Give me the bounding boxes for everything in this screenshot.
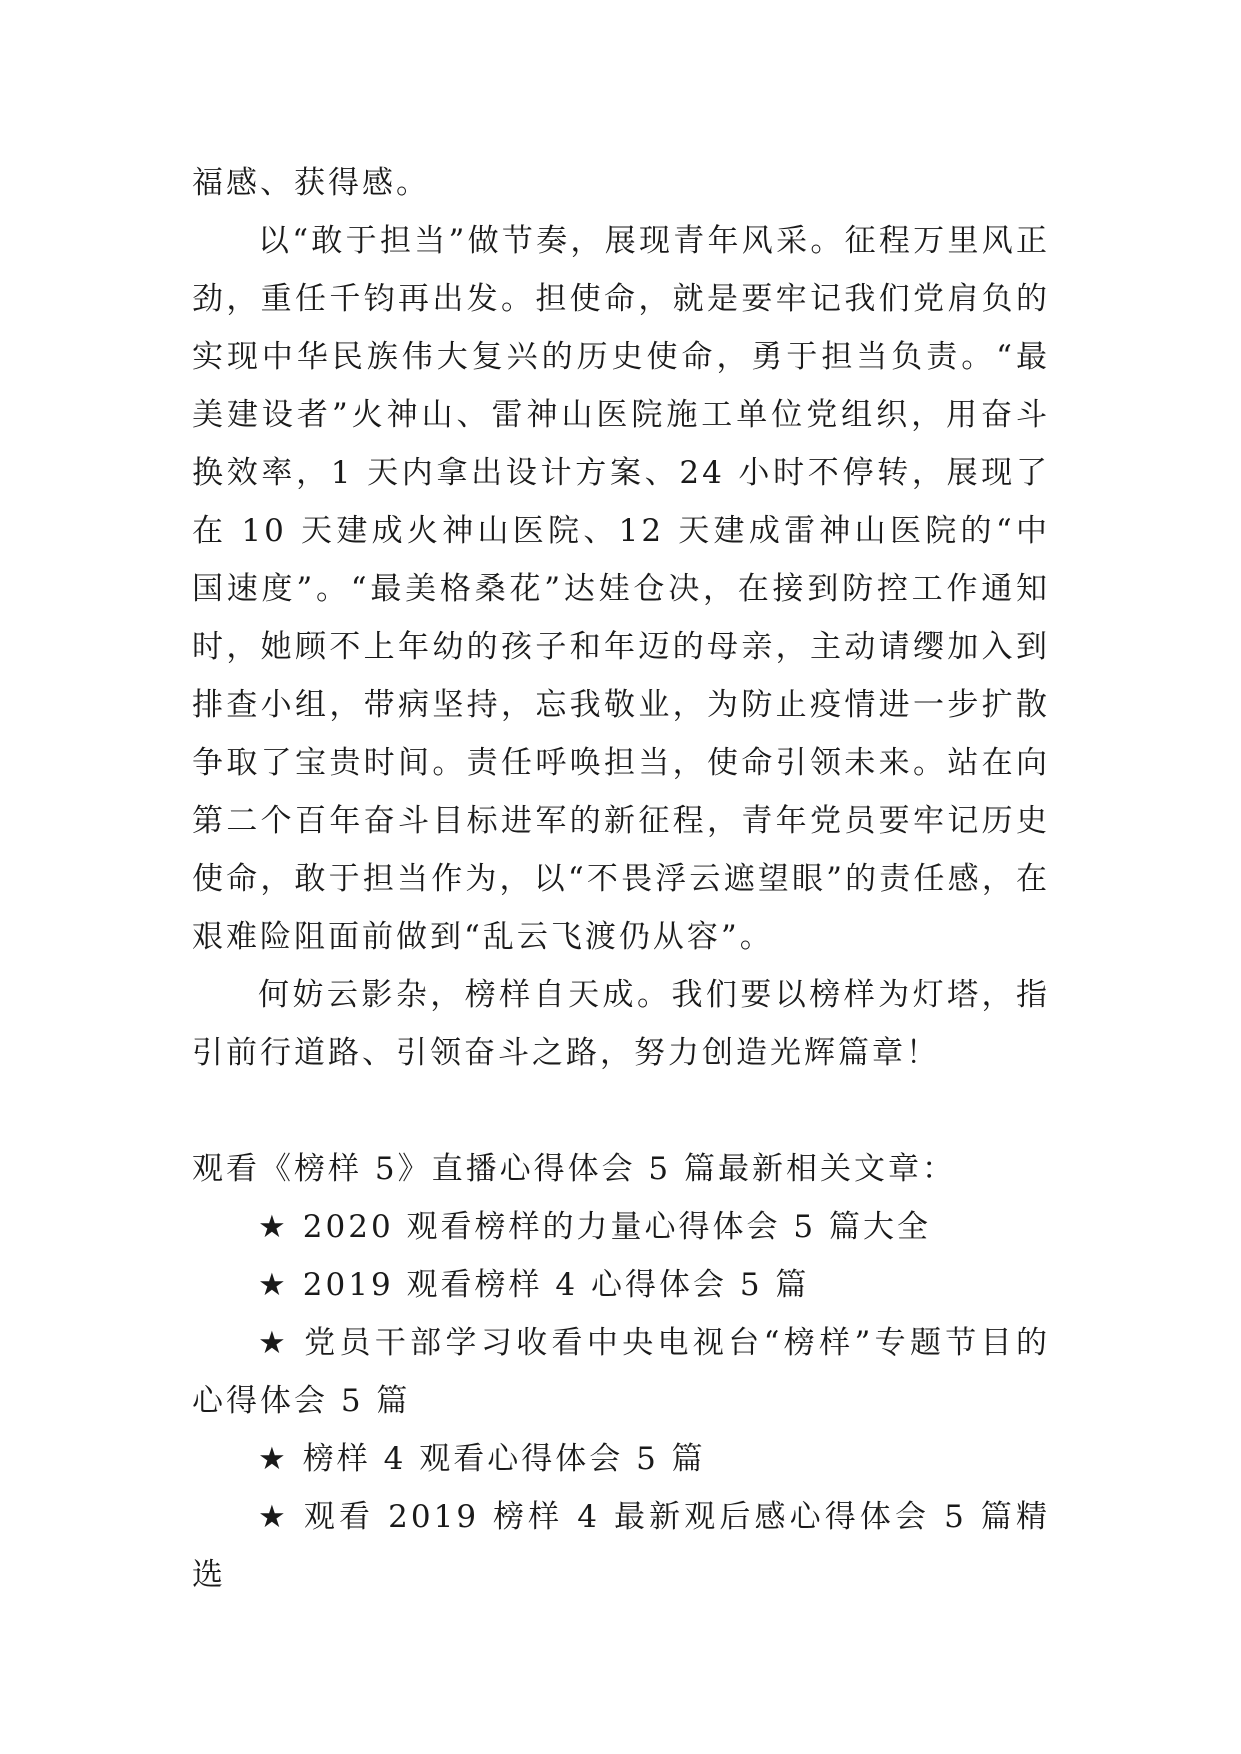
star-icon: ★	[258, 1209, 289, 1245]
related-article-title: 2020 观看榜样的力量心得体会 5 篇大全	[302, 1209, 931, 1245]
star-icon: ★	[258, 1267, 289, 1303]
related-article-title: 观看 2019 榜样 4 最新观后感心得体会 5 篇精选	[192, 1499, 1050, 1593]
related-article-title: 2019 观看榜样 4 心得体会 5 篇	[302, 1267, 810, 1303]
related-article-link[interactable]	[192, 1198, 1050, 1256]
related-articles-heading: 观看《榜样 5》直播心得体会 5 篇最新相关文章：	[192, 1151, 957, 1187]
related-article-title: 党员干部学习收看中央电视台“榜样”专题节目的心得体会 5 篇	[192, 1325, 1050, 1419]
document-body	[192, 154, 1050, 1604]
star-icon: ★	[258, 1499, 290, 1535]
star-icon: ★	[258, 1441, 289, 1477]
related-article-link[interactable]	[192, 1314, 1050, 1430]
star-icon: ★	[258, 1325, 291, 1361]
paragraph-continuation: 福感、获得感。	[192, 165, 430, 201]
related-articles-section	[192, 1140, 1050, 1604]
related-article-title: 榜样 4 观看心得体会 5 篇	[302, 1441, 706, 1477]
related-article-link[interactable]	[192, 1430, 1050, 1488]
related-article-link[interactable]	[192, 1256, 1050, 1314]
paragraph-dare-to-take-responsibility: 以“敢于担当”做节奏，展现青年风采。征程万里风正劲，重任千钧再出发。担使命，就是要牢记我们党肩负的实现中华民族伟大复兴的历史使命，勇于担当负责。“最美建设者”火神山、雷神山医院施工单位党组织，用奋斗换效率，1 天内拿出设计方案、24 小时不停转，展现了在 10 天建成火神山医院、12 天建成雷神山医院的“中国速度”。“最美格桑花”达娃仓决，在接到防控工作通知时，她顾不上年幼的孩子和年迈的母亲，主动请缨加入到排查小组，带病坚持，忘我敬业，为防止疫情进一步扩散争取了宝贵时间。责任呼唤担当，使命引领未来。站在向第二个百年奋斗目标进军的新征程，青年党员要牢记历史使命，敢于担当作为，以“不畏浮云遮望眼”的责任感，在艰难险阻面前做到“乱云飞渡仍从容”。	[192, 223, 1050, 955]
related-articles-list	[192, 1198, 1050, 1604]
paragraph-conclusion: 何妨云影杂，榜样自天成。我们要以榜样为灯塔，指引前行道路、引领奋斗之路，努力创造光辉篇章！	[192, 977, 1050, 1071]
related-article-link[interactable]	[192, 1488, 1050, 1604]
